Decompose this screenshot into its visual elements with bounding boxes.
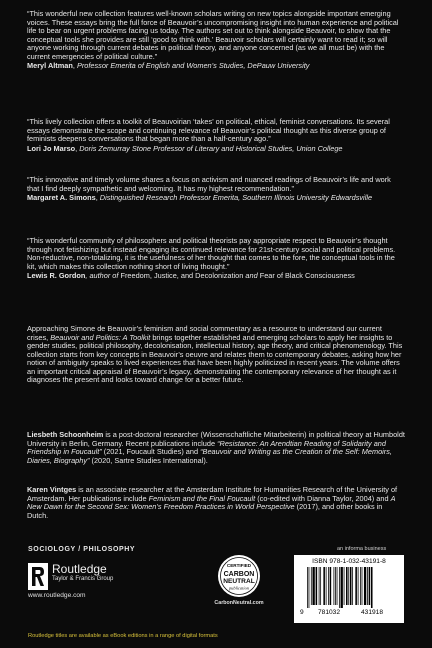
informa-tagline: an informa business bbox=[337, 546, 387, 552]
barcode-bar bbox=[334, 567, 335, 605]
endorsement-attribution: Meryl Altman, Professor Emerita of English and Women’s Studies, DePauw University bbox=[27, 61, 310, 71]
barcode-bar bbox=[337, 567, 338, 605]
barcode-bar bbox=[316, 567, 318, 605]
editor-work-title: Feminism and the Final Foucault bbox=[148, 493, 256, 503]
endorsement-altman bbox=[27, 10, 405, 71]
barcode-bar bbox=[320, 567, 321, 605]
endorsement-text: “This wonderful new collection features well-known scholars writing on new topics alongside important emerging voices. These essays bring the full force of Beauvoir’s uncompromising insight into human experience and political life to bear on urgent problems facing us today. The authors set out to think alongside Beauvoir, to show that the conceptual tools she provides are still ‘good to think with.’ Beauvoir scholars will certainly want to read it; so will anyone working through current debates in political theory, and anyone concerned (as we all must be) with the current emergencies of political culture.” bbox=[27, 9, 399, 61]
description-text bbox=[27, 325, 405, 385]
endorsement-text: “This innovative and timely volume shares a focus on activism and nuanced readings of Beauvoir’s life and work that I find deeply sympathetic and welcoming. It has my highest recommendation.” bbox=[27, 175, 391, 193]
endorsement-simons bbox=[27, 176, 405, 203]
editor-bio-text: (co-edited with Dianna Taylor, 2004) and bbox=[257, 493, 389, 503]
barcode-digits-left: 781032 bbox=[317, 609, 341, 615]
endorsement-gordon bbox=[27, 237, 405, 281]
barcode-bar bbox=[367, 567, 368, 605]
routledge-r-icon bbox=[28, 563, 48, 590]
endorser-name: Lori Jo Marso bbox=[27, 143, 76, 153]
endorser-affiliation: Doris Zemurray Stone Professor of Literary and Historical Studies, Union College bbox=[79, 143, 343, 153]
isbn-number: ISBN 978-1-032-43191-8 bbox=[312, 558, 386, 565]
editor-bio-vintges bbox=[27, 486, 405, 520]
editor-bio-text: (2020, Sartre Studies International). bbox=[91, 455, 208, 465]
barcode-bar bbox=[326, 567, 327, 605]
barcode-bar bbox=[311, 567, 312, 605]
carbon-certified-label: CERTIFIED bbox=[226, 563, 252, 568]
book-description bbox=[27, 325, 405, 385]
editor-name: Liesbeth Schoonheim bbox=[27, 430, 104, 439]
endorser-affiliation-prefix: , author of bbox=[85, 271, 119, 281]
editor-bio bbox=[27, 486, 405, 520]
editor-bio-text: is a post-doctoral researcher (Wissenschaftliche Mitarbeiterin) in political theory at Humboldt University in Berlin, Germany. Recent publications include bbox=[27, 430, 405, 448]
neutral-label: NEUTRAL bbox=[223, 578, 255, 585]
editor-name: Karen Vintges bbox=[27, 485, 77, 494]
endorsement-text: “This wonderful community of philosophers and political theorists pay appropriate respect to Beauvoir’s thought through not fetishizing but instead engaging its continued relevance for 21st-century social and political problems. Non-reductive, non-totalizing, it is the usefulness of her thought that comes to the fore, the conceptual tools in the kit, which makes this collection nothing short of living thought.” bbox=[27, 236, 396, 271]
editor-bio-schoonheim bbox=[27, 431, 405, 465]
editor-bio-text: (2021, Foucault Studies) and bbox=[103, 447, 199, 457]
barcode-bar bbox=[335, 567, 336, 605]
barcode-bar bbox=[371, 567, 373, 608]
barcode-bar bbox=[350, 567, 352, 605]
barcode-bar bbox=[364, 567, 366, 605]
barcode-icon bbox=[298, 567, 400, 615]
barcode-digits-right: 431918 bbox=[360, 609, 384, 615]
editor-work-title: “Resistance: An Arendtian Reading of Solidarity and Friendship in Foucault” bbox=[27, 438, 386, 457]
endorser-name: Margaret A. Simons bbox=[27, 193, 96, 203]
endorsement-marso bbox=[27, 118, 405, 153]
barcode-bar bbox=[369, 567, 371, 605]
carbon-neutral-site: CarbonNeutral.com bbox=[214, 600, 264, 606]
description-intro: Approaching Simone de Beauvoir’s feminism and social commentary as a resource to understand our current crises, bbox=[27, 324, 382, 342]
barcode-bar bbox=[309, 567, 310, 608]
endorsement-text: “This lively collection offers a toolkit of Beauvoirian ‘takes’ on political, ethical, feminist conversations. Its several essays demonstrate the scope and continuing relevance of Beauvoir’s political thought as this diverse group of feminists deepens conversations that began more than a half-century ago.” bbox=[27, 117, 390, 144]
description-body: brings together established and emerging scholars to apply her insights to gender studies, political philosophy, decolonisation, intellectual history, age theory, and critical phenomenology. This collection starts from key concepts in Beauvoir’s oeuvre and relates them to contemporary debates, asking how her notion of ambiguity speaks to lived experiences that have been highly politicized in recent years. The volume offers an important critical appraisal of Beauvoir’s legacy, demonstrating the contemporary relevance of her thought as it diagnoses the present and looks toward change for a better future. bbox=[27, 332, 403, 385]
publisher-group: Taylor & Francis Group bbox=[52, 576, 114, 582]
endorser-affiliation: Distinguished Research Professor Emerita, Southern Illinois University Edwardsville bbox=[99, 193, 373, 203]
isbn-barcode bbox=[294, 555, 404, 623]
book-title: Beauvoir and Politics: A Toolkit bbox=[50, 332, 151, 342]
endorsement-attribution: Margaret A. Simons, Distinguished Research Professor Emerita, Southern Illinois University Edwardsville bbox=[27, 193, 373, 203]
barcode-bar bbox=[348, 567, 349, 605]
barcode-bar bbox=[352, 567, 353, 605]
barcode-bar bbox=[307, 567, 308, 608]
barcode-bar bbox=[358, 567, 359, 605]
endorser-name: Lewis R. Gordon bbox=[27, 271, 86, 281]
barcode-bar bbox=[330, 567, 332, 605]
carbon-label: CARBON bbox=[223, 571, 255, 578]
barcode-bar bbox=[362, 567, 363, 605]
endorser-affiliation: Professor Emerita of English and Women’s Studies, DePauw University bbox=[76, 61, 310, 71]
publisher-logo bbox=[28, 562, 148, 599]
editor-bio-text: (2017), and other books in Dutch. bbox=[27, 502, 383, 520]
barcode-bar bbox=[346, 567, 348, 605]
barcode-bar bbox=[312, 567, 314, 605]
publisher-name: Routledge bbox=[52, 562, 107, 576]
endorser-affiliation-and: and bbox=[245, 271, 258, 281]
endorser-book-title: Freedom, Justice, and Decolonization bbox=[120, 271, 244, 281]
editor-bio-text: is an associate researcher at the Amsterdam Institute for Humanities Research of the University of Amsterdam. Her publications include bbox=[27, 485, 398, 503]
endorsement-attribution bbox=[27, 272, 405, 281]
editor-work-title: A New Dawn for the Second Sex: Women’s Freedom Practices in World Perspective bbox=[27, 493, 396, 512]
carbon-neutral-badge bbox=[205, 554, 273, 610]
barcode-bar bbox=[355, 567, 357, 605]
barcode-bar bbox=[339, 567, 340, 608]
publisher-url: www.routledge.com bbox=[28, 592, 86, 599]
editor-work-title: “Beauvoir and Writing as the Creation of the Self: Memoirs, Diaries, Biography” bbox=[27, 447, 392, 465]
carbon-neutral-icon bbox=[217, 554, 261, 598]
barcode-bar bbox=[344, 567, 345, 605]
barcode-bar bbox=[360, 567, 361, 605]
subject-category: SOCIOLOGY / PHILOSOPHY bbox=[28, 546, 136, 553]
publication-label: publication bbox=[228, 585, 250, 591]
barcode-bar bbox=[319, 567, 320, 605]
editor-bio bbox=[27, 431, 405, 465]
endorser-name: Meryl Altman bbox=[27, 61, 73, 71]
endorsement-attribution: Lori Jo Marso, Doris Zemurray Stone Professor of Literary and Historical Studies, Union College bbox=[27, 143, 343, 153]
barcode-digit-lead: 9 bbox=[300, 609, 304, 615]
barcode-bar bbox=[323, 567, 325, 605]
barcode-bar bbox=[328, 567, 329, 605]
endorser-book-title-2: Fear of Black Consciousness bbox=[259, 271, 355, 281]
barcode-bar bbox=[341, 567, 343, 608]
ebook-availability-note: Routledge titles are available as eBook editions in a range of digital formats bbox=[28, 633, 218, 639]
